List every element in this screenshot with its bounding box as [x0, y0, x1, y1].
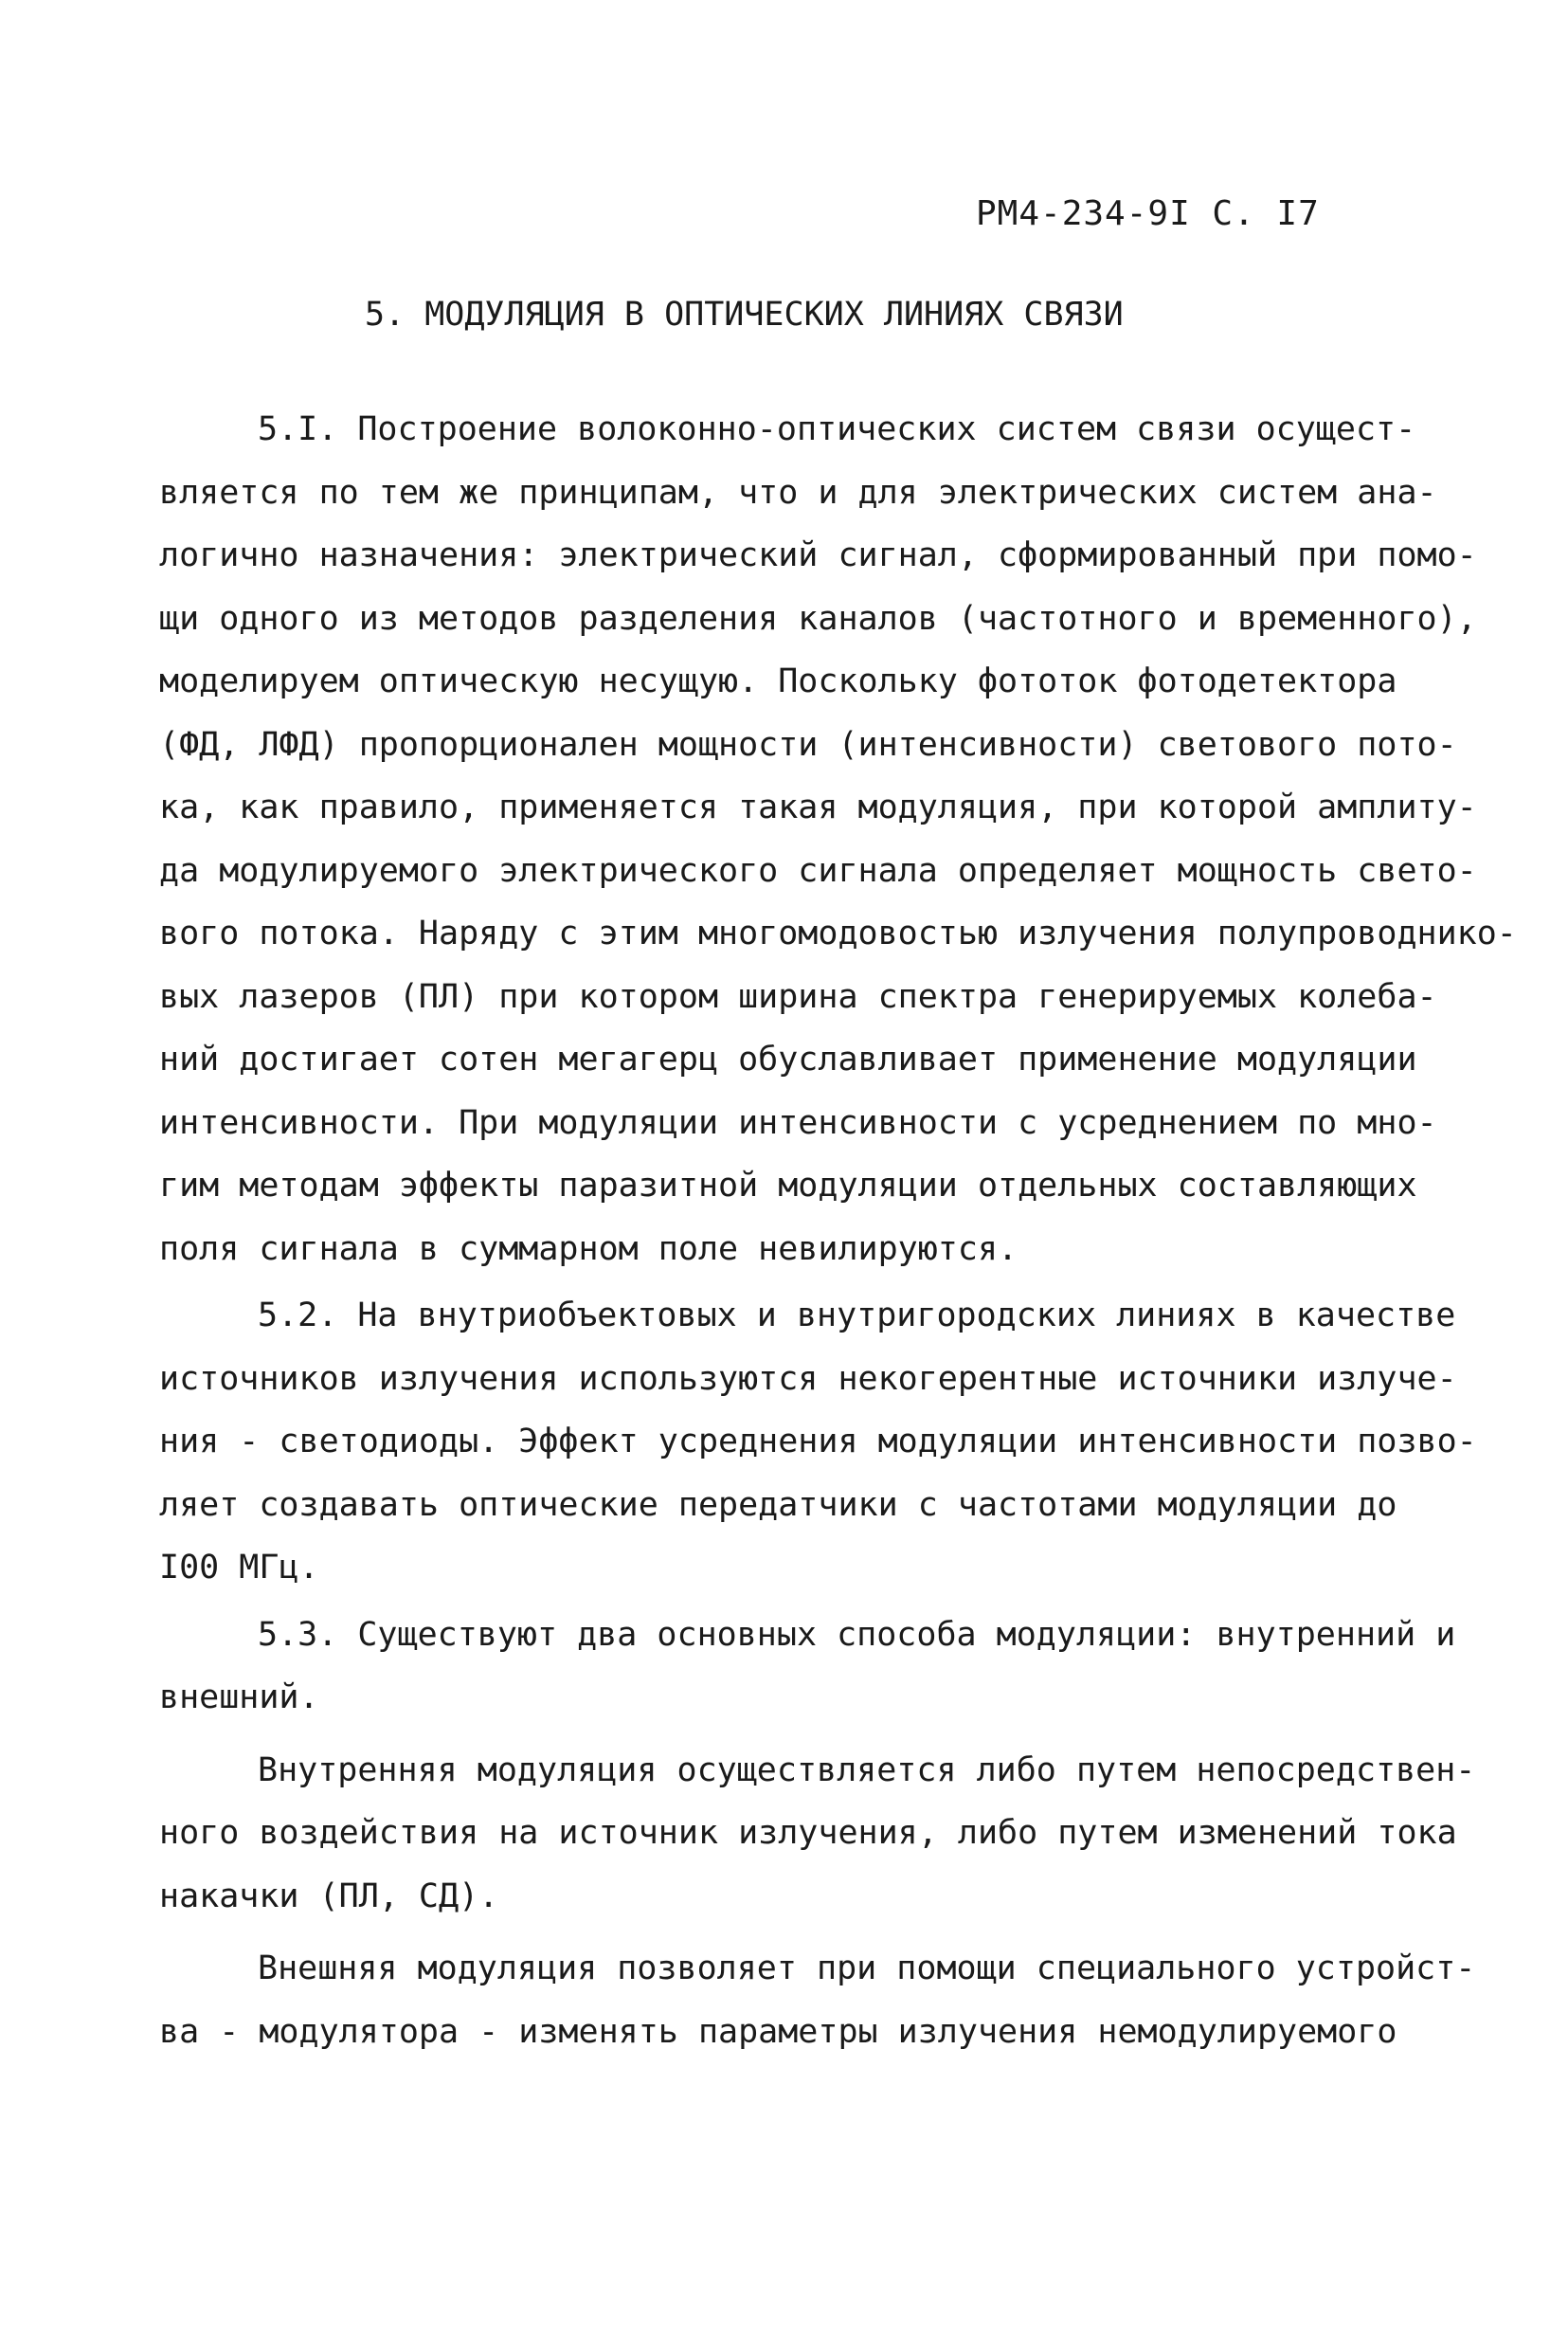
paragraph-line: Внешняя модуляция позволяет при помощи специального устройст-	[258, 1949, 1476, 1987]
paragraph-line: I00 МГц.	[159, 1549, 319, 1587]
paragraph-line: Внутренняя модуляция осуществляется либо путем непосредствен-	[258, 1750, 1476, 1789]
paragraph-line: логично назначения: электрический сигнал, сформированный при помо-	[159, 536, 1477, 574]
paragraph-line: поля сигнала в суммарном поле невилируются.	[159, 1229, 1018, 1268]
paragraph-line: 5.3. Существуют два основных способа модуляции: внутренний и	[258, 1615, 1456, 1654]
section-title: 5. МОДУЛЯЦИЯ В ОПТИЧЕСКИХ ЛИНИЯХ СВЯЗИ	[365, 296, 1124, 334]
paragraph-line: источников излучения используются некогерентные источники излуче-	[159, 1359, 1457, 1398]
paragraph-line: ного воздействия на источник излучения, либо путем изменений тока	[159, 1814, 1457, 1852]
paragraph-line: ва - модулятора - изменять параметры излучения немодулируемого	[159, 2012, 1397, 2051]
paragraph-line: ния - светодиоды. Эффект усреднения модуляции интенсивности позво-	[159, 1423, 1477, 1460]
paragraph-line: вого потока. Наряду с этим многомодовостью излучения полупроводнико-	[159, 915, 1517, 952]
page-reference: РМ4-234-9I С. I7	[976, 194, 1320, 233]
paragraph-line: ляет создавать оптические передатчики с частотами модуляции до	[159, 1485, 1397, 1524]
paragraph-line: да модулируемого электрического сигнала определяет мощность свето-	[159, 851, 1477, 890]
paragraph-line: ний достигает сотен мегагерц обуславливает применение модуляции	[159, 1041, 1417, 1079]
paragraph-line: вых лазеров (ПЛ) при котором ширина спектра генерируемых колеба-	[159, 977, 1437, 1016]
paragraph-line: щи одного из методов разделения каналов (частотного и временного),	[159, 599, 1477, 638]
paragraph-line: гим методам эффекты паразитной модуляции отдельных составляющих	[159, 1167, 1417, 1205]
paragraph-line: 5.2. На внутриобъектовых и внутригородских линиях в качестве	[258, 1296, 1456, 1334]
paragraph-line: интенсивности. При модуляции интенсивности с усреднением по мно-	[159, 1103, 1437, 1142]
paragraph-line: (ФД, ЛФД) пропорционален мощности (интенсивности) светового пото-	[159, 725, 1457, 764]
paragraph-line: ка, как правило, применяется такая модуляция, при которой амплиту-	[159, 789, 1477, 826]
paragraph-line: вляется по тем же принципам, что и для электрических систем ана-	[159, 473, 1437, 512]
paragraph-line: внешний.	[159, 1678, 319, 1716]
paragraph-line: моделируем оптическую несущую. Поскольку фототок фотодетектора	[159, 662, 1397, 700]
paragraph-line: 5.I. Построение волоконно-оптических систем связи осущест-	[258, 410, 1416, 448]
paragraph-line: накачки (ПЛ, СД).	[159, 1877, 499, 1915]
body-text	[159, 398, 1517, 2063]
